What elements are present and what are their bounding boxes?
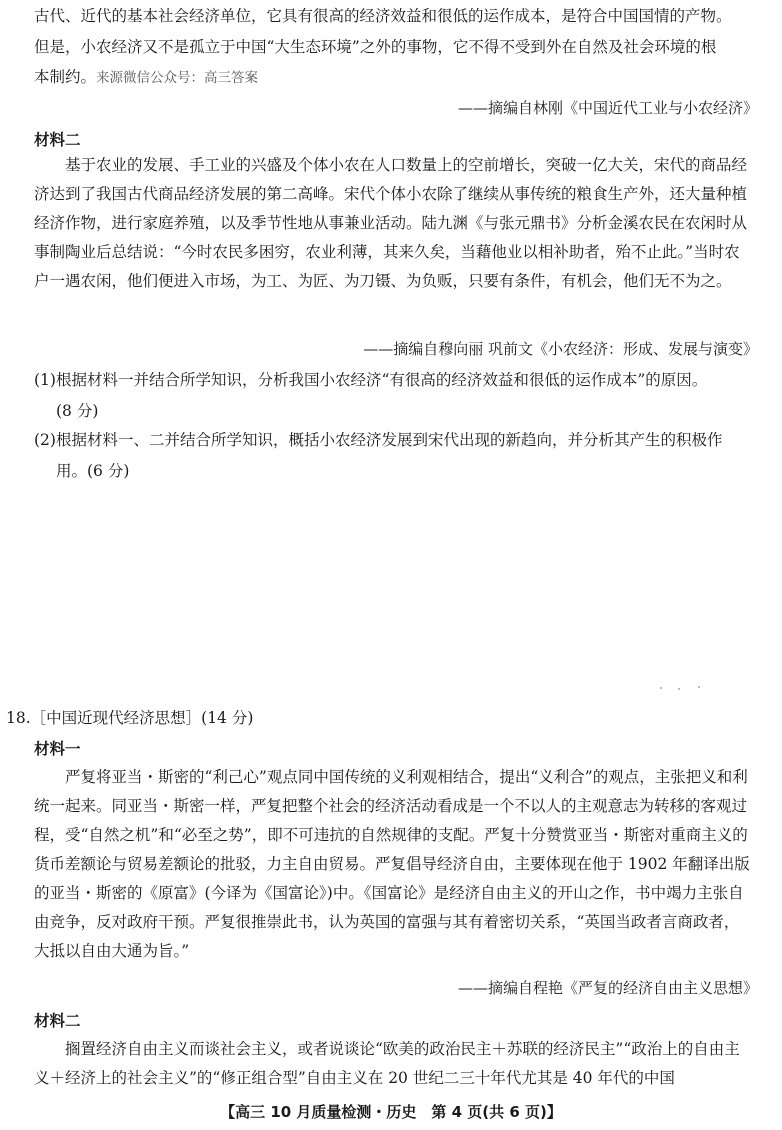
q18-material2-heading: 材料二 — [34, 1012, 81, 1030]
question-1 — [34, 365, 762, 427]
q18-material1-heading: 材料一 — [34, 740, 81, 758]
question-1-score: (8 分) — [56, 402, 99, 420]
watermark-text: 来源微信公众号：高三答案 — [96, 70, 259, 85]
question-2 — [34, 425, 762, 487]
material1-source: ——摘编自林刚《中国近代工业与小农经济》 — [457, 99, 758, 117]
question-18-title: 18.［中国近现代经济思想］(14 分) — [6, 709, 254, 727]
scan-speck — [678, 688, 680, 690]
question-1-text: (1)根据材料一并结合所学知识，分析我国小农经济“有很高的经济效益和很低的运作成本”的原因。 — [34, 371, 708, 389]
material1-line3 — [34, 63, 754, 92]
page-footer: 【高三 10 月质量检测・历史 第 4 页(共 6 页)】 — [220, 1103, 562, 1121]
material2-source: ——摘编自穆向丽 巩前文《小农经济：形成、发展与演变》 — [363, 340, 758, 358]
q18-material1-source: ——摘编自程艳《严复的经济自由主义思想》 — [457, 979, 758, 997]
material1-line1: 古代、近代的基本社会经济单位，它具有很高的经济效益和很低的运作成本，是符合中国国情的产物。 — [34, 7, 732, 25]
material1-line3-text: 本制约。 — [34, 68, 97, 86]
material2-heading: 材料二 — [34, 131, 81, 149]
scan-speck — [698, 686, 700, 688]
q18-material1-body: 严复将亚当・斯密的“利己心”观点同中国传统的义利观相结合，提出“义利合”的观点，主张把义和利统一起来。同亚当・斯密一样，严复把整个社会的经济活动看成是一个不以人的主观意志为转移的客观过程，受“自然之机”和“必至之势”，即不可违抗的自然规律的支配。严复十分赞赏亚当・斯密对重商主义的货币差额论与贸易差额论的批驳，力主自由贸易。严复倡导经济自由，主要体现在他于 1902 年翻译出版的亚当・斯密的《原富》(今译为《国富论》)中。《国富论》是经济自由主义的开山之作，书中竭力主张自由竞争，反对政府干预。严复很推崇此书，认为英国的富强与其有着密切关系，“英国当政者言商政者，大抵以自由大通为旨。” — [34, 768, 750, 960]
scan-speck — [660, 687, 662, 689]
question-2-text: (2)根据材料一、二并结合所学知识，概括小农经济发展到宋代出现的新趋向，并分析其产生的积极作 — [34, 431, 723, 449]
material1-line2: 但是，小农经济又不是孤立于中国“大生态环境”之外的事物，它不得不受到外在自然及社会环境的根 — [34, 38, 717, 56]
question-2-continuation: 用。(6 分) — [56, 462, 130, 480]
material2-body: 基于农业的发展、手工业的兴盛及个体小农在人口数量上的空前增长，突破一亿大关，宋代的商品经济达到了我国古代商品经济发展的第二高峰。宋代个体小农除了继续从事传统的粮食生产外，还大量种植经济作物，进行家庭养殖，以及季节性地从事兼业活动。陆九渊《与张元鼎书》分析金溪农民在农闲时从事制陶业后总结说：“今时农民多困穷，农业利薄，其来久矣，当藉他业以相补助者，殆不止此。”当时农户一遇农闲，他们便进入市场，为工、为匠、为刀镊、为负贩，只要有条件，有机会，他们无不为之。 — [34, 156, 748, 290]
q18-material2-body: 搁置经济自由主义而谈社会主义，或者说谈论“欧美的政治民主＋苏联的经济民主”“政治上的自由主义＋经济上的社会主义”的“修正组合型”自由主义在 20 世纪二三十年代尤其是 40 年代的中国 — [34, 1040, 740, 1087]
